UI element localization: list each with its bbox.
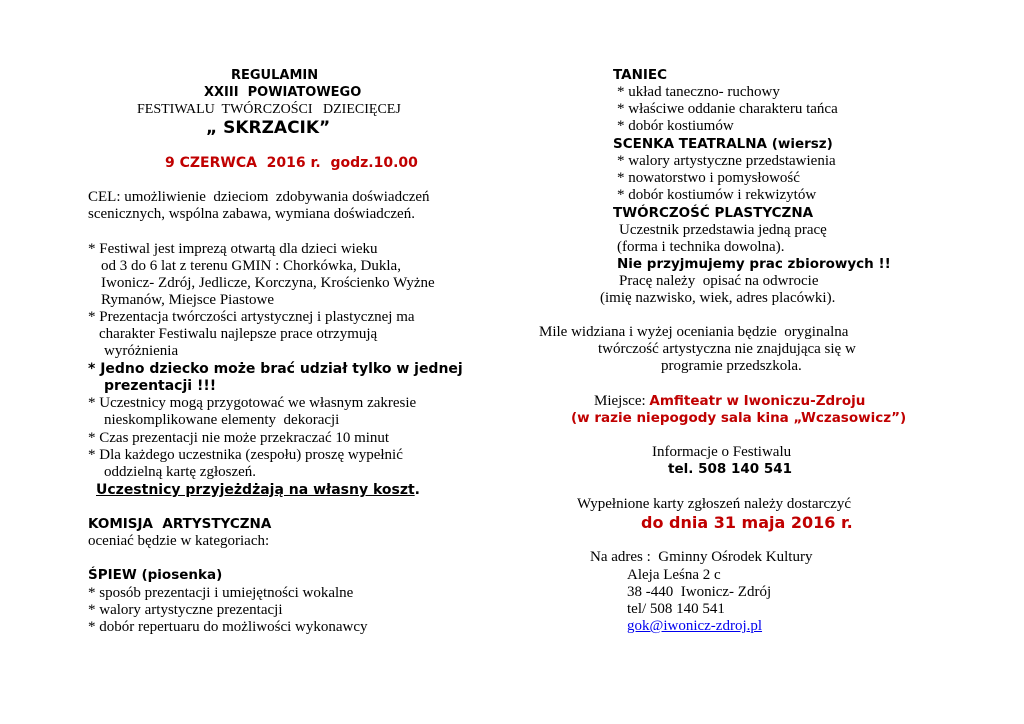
venue-label: Miejsce: xyxy=(594,393,650,409)
rule-line: Rymanów, Miejsce Piastowe xyxy=(101,292,274,308)
rule-own-cost xyxy=(96,482,420,499)
dance-item: * układ taneczno- ruchowy xyxy=(617,84,780,100)
rule-line: Iwonicz- Zdrój, Jedlicze, Korczyna, Krościenko Wyżne xyxy=(101,275,435,291)
art-no-group-works: Nie przyjmujemy prac zbiorowych !! xyxy=(617,256,891,272)
singing-item: * sposób prezentacji i umiejętności wokalne xyxy=(88,585,354,601)
welcome-line: Mile widziana i wyżej oceniania będzie oryginalna xyxy=(539,324,849,340)
info-label: Informacje o Festiwalu xyxy=(652,444,792,460)
rule-line-bold: * Jedno dziecko może brać udział tylko w jednej xyxy=(88,361,463,377)
welcome-line: programie przedszkola. xyxy=(661,358,802,374)
rule-line: * Festiwal jest imprezą otwartą dla dzieci wieku xyxy=(88,241,378,257)
art-line: Uczestnik przedstawia jedną pracę xyxy=(619,222,827,238)
deadline: do dnia 31 maja 2016 r. xyxy=(641,513,853,532)
art-title: TWÓRCZOŚĆ PLASTYCZNA xyxy=(613,205,814,221)
singing-item: * dobór repertuaru do możliwości wykonawcy xyxy=(88,619,368,635)
venue-alternative: (w razie niepogody sala kina „Wczasowicz”) xyxy=(571,410,907,426)
rule-line: oddzielną kartę zgłoszeń. xyxy=(104,464,257,480)
rule-line: nieskomplikowane elementy dekoracji xyxy=(104,412,340,428)
email-link[interactable]: gok@iwonicz-zdroj.pl xyxy=(627,618,763,634)
welcome-line: twórczość artystyczna nie znajdująca się w xyxy=(598,341,856,357)
dance-title: TANIEC xyxy=(613,67,668,83)
theatre-item: * walory artystyczne przedstawienia xyxy=(617,153,836,169)
header-edition: XXIII POWIATOWEGO xyxy=(204,85,362,100)
festival-date: 9 CZERWCA 2016 r. godz.10.00 xyxy=(165,155,418,171)
header-skrzacik: „ SKRZACIK” xyxy=(206,118,331,138)
singing-title: ŚPIEW (piosenka) xyxy=(88,567,223,583)
forms-delivery-line: Wypełnione karty zgłoszeń należy dostarczyć xyxy=(577,496,851,512)
dance-item: * dobór kostiumów xyxy=(617,118,734,134)
info-phone: tel. 508 140 541 xyxy=(668,461,793,477)
own-cost-period: . xyxy=(414,482,420,498)
header-regulamin: REGULAMIN xyxy=(231,68,319,83)
address-line-3: 38 -440 Iwonicz- Zdrój xyxy=(627,584,772,600)
header-festival-name: FESTIWALU TWÓRCZOŚCI DZIECIĘCEJ xyxy=(137,102,401,117)
art-line: Pracę należy opisać na odwrocie xyxy=(619,273,819,289)
own-cost-text: Uczestnicy przyjeżdżają na własny koszt xyxy=(96,482,415,498)
rule-line: * Dla każdego uczestnika (zespołu) proszę wypełnić xyxy=(88,447,403,463)
rule-line: * Uczestnicy mogą przygotować we własnym zakresie xyxy=(88,395,417,411)
singing-item: * walory artystyczne prezentacji xyxy=(88,602,283,618)
goal-line-1: CEL: umożliwienie dzieciom zdobywania doświadczeń xyxy=(88,189,430,205)
rule-line: wyróżnienia xyxy=(104,343,179,359)
venue-value: Amfiteatr w Iwoniczu-Zdroju xyxy=(649,393,866,409)
address-line-2: Aleja Leśna 2 c xyxy=(627,567,721,583)
art-line: (forma i technika dowolna). xyxy=(617,239,785,255)
theatre-title: SCENKA TEATRALNA (wiersz) xyxy=(613,136,833,152)
venue-line xyxy=(594,392,865,410)
address-phone: tel/ 508 140 541 xyxy=(627,601,725,617)
jury-title: KOMISJA ARTYSTYCZNA xyxy=(88,516,272,532)
rule-line: * Prezentacja twórczości artystycznej i plastycznej ma xyxy=(88,309,415,325)
rule-line: charakter Festiwalu najlepsze prace otrzymują xyxy=(99,326,378,342)
art-line: (imię nazwisko, wiek, adres placówki). xyxy=(600,290,836,306)
theatre-item: * dobór kostiumów i rekwizytów xyxy=(617,187,817,203)
rule-line: od 3 do 6 lat z terenu GMIN : Chorkówka, Dukla, xyxy=(101,258,401,274)
jury-subtitle: oceniać będzie w kategoriach: xyxy=(88,533,270,549)
rule-line-bold: prezentacji !!! xyxy=(104,378,217,394)
goal-line-2: scenicznych, wspólna zabawa, wymiana doświadczeń. xyxy=(88,206,415,222)
dance-item: * właściwe oddanie charakteru tańca xyxy=(617,101,838,117)
rule-line: * Czas prezentacji nie może przekraczać 10 minut xyxy=(88,430,390,446)
theatre-item: * nowatorstwo i pomysłowość xyxy=(617,170,800,186)
address-line-1: Na adres : Gminny Ośrodek Kultury xyxy=(590,549,813,565)
